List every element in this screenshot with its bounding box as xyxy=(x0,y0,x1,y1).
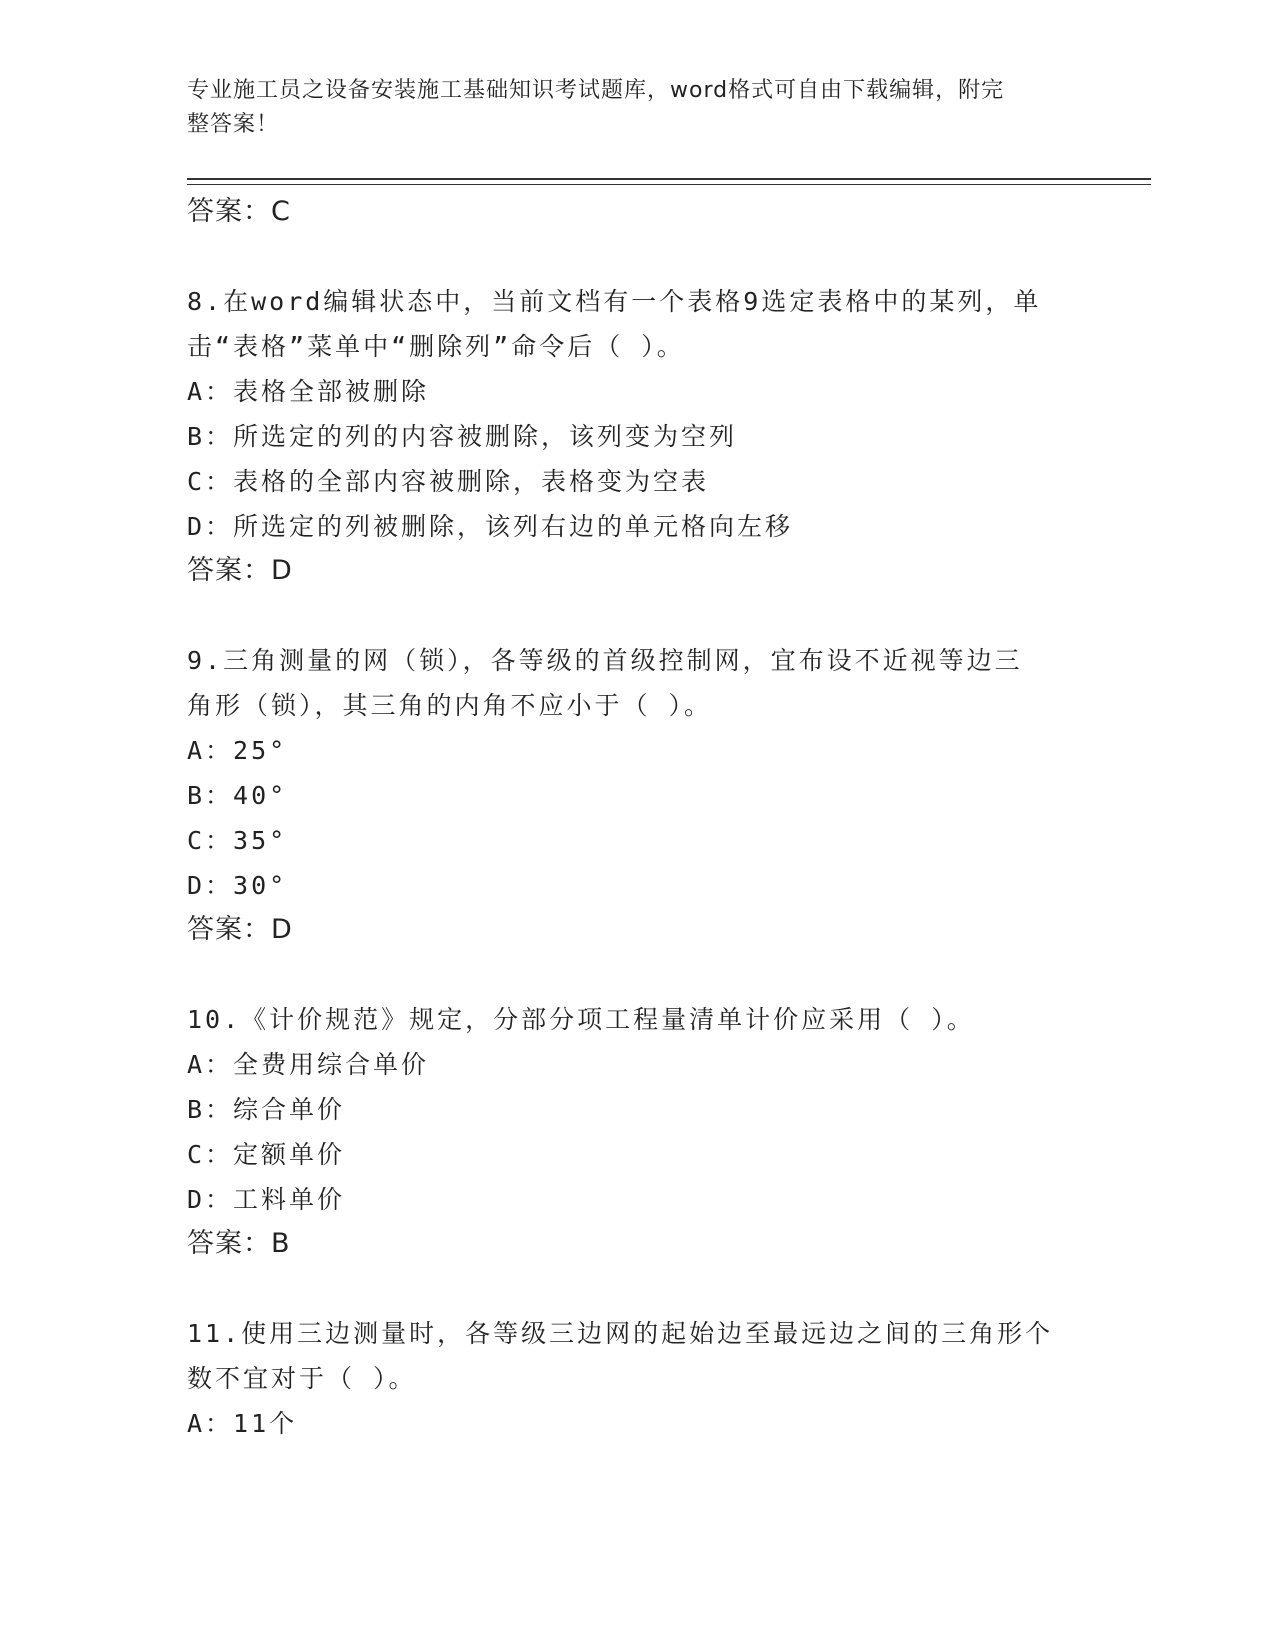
spacer xyxy=(187,593,1087,638)
question-text: 11.使用三边测量时，各等级三边网的起始边至最远边之间的三角形个 xyxy=(187,1319,1054,1348)
answer-line: 答案：B xyxy=(187,1228,291,1259)
option-b: B：综合单价 xyxy=(187,1095,346,1124)
answer-line: 答案：D xyxy=(187,555,293,586)
option-a: A：表格全部被删除 xyxy=(187,377,430,406)
answer-line: 答案：C xyxy=(187,196,291,227)
option-c: C：表格的全部内容被删除，表格变为空表 xyxy=(187,467,710,496)
option-d: D：30° xyxy=(187,871,288,900)
document-body xyxy=(187,190,1087,1446)
question-10 xyxy=(187,997,1087,1266)
question-text: 击“表格”菜单中“删除列”命令后（ ）。 xyxy=(187,332,685,361)
question-8 xyxy=(187,279,1087,593)
document-header xyxy=(187,74,1067,142)
question-text: 9.三角测量的网（锁），各等级的首级控制网，宜布设不近视等边三 xyxy=(187,646,1023,675)
option-a: A：全费用综合单价 xyxy=(187,1050,430,1079)
option-a: A：25° xyxy=(187,736,288,765)
option-d: D：工料单价 xyxy=(187,1185,346,1214)
question-text: 角形（锁），其三角的内角不应小于（ ）。 xyxy=(187,691,713,720)
option-b: B：40° xyxy=(187,781,288,810)
option-c: C：定额单价 xyxy=(187,1140,346,1169)
header-divider-thin xyxy=(187,184,1151,185)
question-11 xyxy=(187,1311,1087,1446)
spacer xyxy=(187,952,1087,997)
answer-line: 答案：D xyxy=(187,914,293,945)
question-text: 10.《计价规范》规定，分部分项工程量清单计价应采用（ ）。 xyxy=(187,1005,975,1034)
option-b: B：所选定的列的内容被删除，该列变为空列 xyxy=(187,422,738,451)
header-divider-thick xyxy=(187,178,1151,180)
question-9 xyxy=(187,638,1087,952)
option-c: C：35° xyxy=(187,826,288,855)
header-line-2: 整答案！ xyxy=(187,112,280,137)
question-text: 数不宜对于（ ）。 xyxy=(187,1364,417,1393)
header-line-1: 专业施工员之设备安装施工基础知识考试题库，word格式可自由下载编辑，附完 xyxy=(187,78,1005,103)
question-text: 8.在word编辑状态中，当前文档有一个表格9选定表格中的某列，单 xyxy=(187,287,1042,316)
spacer xyxy=(187,234,1087,279)
option-d: D：所选定的列被删除，该列右边的单元格向左移 xyxy=(187,512,794,541)
spacer xyxy=(187,1266,1087,1311)
option-a: A：11个 xyxy=(187,1409,298,1438)
